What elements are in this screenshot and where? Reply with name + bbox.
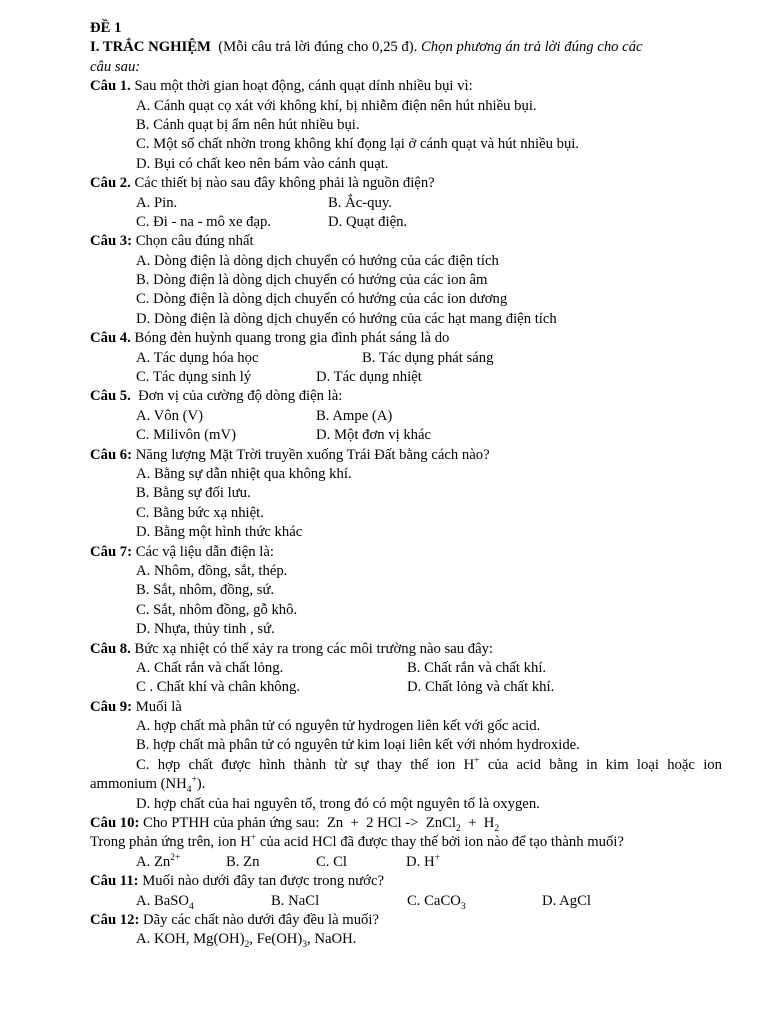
exam-code: ĐỀ 1: [90, 20, 122, 36]
question-11: [90, 872, 722, 891]
q10-option-d: [406, 853, 440, 872]
q5-option-c: C. Milivôn (mV): [136, 427, 236, 444]
q10-sub-1: 2: [456, 823, 461, 834]
q6-option-d: D. Bằng một hình thức khác: [136, 524, 303, 541]
question-10: [90, 814, 722, 833]
q9-c-sup: +: [474, 755, 480, 766]
q9-c2-text: ammonium (NH: [90, 776, 187, 793]
q7-option-b: B. Sắt, nhôm, đồng, sứ.: [136, 582, 275, 599]
section-instruction: Chọn phương án trả lời đúng cho các: [421, 39, 643, 56]
question-label: Câu 10:: [90, 815, 140, 832]
q5-option-b: B. Ampe (A): [316, 407, 393, 424]
q9-c2-sup: +: [191, 775, 197, 786]
q4-option-c: C. Tác dụng sinh lý: [136, 369, 252, 386]
q12-a-sub2: 3: [302, 940, 308, 951]
q3-option-d: D. Dòng điện là dòng dịch chuyển có hướng của các hạt mang điện tích: [136, 310, 557, 327]
q10-sub-2: 2: [494, 823, 500, 834]
question-label: Câu 4.: [90, 330, 131, 347]
q11-option-a: [136, 892, 271, 911]
q5-option-d: D. Một đơn vị khác: [316, 427, 432, 444]
q10-option-c: C. Cl: [316, 853, 348, 870]
q11-a-sub: 4: [189, 901, 194, 912]
q11-option-d: D. AgCl: [542, 892, 591, 909]
q11-c-text: C. CaCO: [407, 892, 461, 909]
question-text-mid: + H: [460, 815, 495, 832]
section-instruction-cont: câu sau:: [90, 58, 141, 75]
q12-a-text: A. KOH, Mg(OH): [136, 931, 245, 948]
question-7: [90, 543, 722, 562]
q4-row-ab: [90, 349, 722, 368]
q9-c2-end: ).: [196, 776, 206, 793]
q4-option-b: B. Tác dụng phát sáng: [362, 349, 494, 366]
q10-options: [90, 853, 722, 872]
question-text: Bóng đèn huỳnh quang trong gia đình phát sáng là do: [134, 330, 450, 347]
question-9: [90, 698, 722, 717]
q11-a-text: A. BaSO: [136, 892, 190, 909]
q1-option-d: D. Bụi có chất keo nên bám vào cánh quạt.: [136, 155, 389, 172]
q4-row-cd: [90, 368, 722, 387]
q4-option-d: D. Tác dụng nhiệt: [316, 369, 422, 386]
question-text: Các vậ liệu dẫn điện là:: [135, 543, 274, 560]
question-text: Bức xạ nhiệt có thể xảy ra trong các môi trường nào sau đây:: [134, 640, 494, 657]
q10-option-b: B. Zn: [226, 853, 260, 870]
q12-a-text3: , NaOH.: [307, 931, 357, 948]
q9-option-b: B. hợp chất mà phân tử có nguyên tử kim loại liên kết với nhóm hydroxide.: [136, 737, 580, 754]
q5-row-ab: [90, 407, 722, 426]
question-text: Chọn câu đúng nhất: [135, 233, 254, 250]
q11-options: [90, 892, 722, 911]
q10-line2-end: của acid HCl đã được thay thế bởi ion nào để tạo thành muối?: [256, 834, 624, 851]
q8-option-b: B. Chất rắn và chất khí.: [407, 659, 547, 676]
q2-option-b: B. Ắc-quy.: [328, 194, 392, 211]
q1-option-a: A. Cánh quạt cọ xát với không khí, bị nhiễm điện nên hút nhiều bụi.: [136, 97, 537, 114]
question-8: [90, 640, 722, 659]
question-label: Câu 12:: [90, 911, 140, 928]
q5-option-a: A. Vôn (V): [136, 407, 204, 424]
exam-page: [90, 19, 722, 950]
q8-row-ab: [90, 659, 722, 678]
question-2: [90, 174, 722, 193]
q11-option-b: B. NaCl: [271, 892, 320, 909]
q2-option-d: D. Quạt điện.: [328, 213, 408, 230]
q9-c2-sub: 4: [186, 785, 192, 796]
question-text: Đơn vị của cường độ dòng điện là:: [138, 388, 343, 405]
q2-option-c: C. Đi - na - mô xe đạp.: [136, 213, 272, 230]
q11-c-sub: 3: [460, 901, 466, 912]
q2-row-cd: [90, 213, 722, 232]
question-label: Câu 5.: [90, 388, 131, 405]
q12-a-text2: , Fe(OH): [249, 931, 303, 948]
question-6: [90, 446, 722, 465]
question-text: Các thiết bị nào sau đây không phải là nguồn điện?: [134, 175, 435, 192]
q9-option-d: D. hợp chất của hai nguyên tố, trong đó có một nguyên tố là oxygen.: [136, 795, 540, 812]
q8-option-d: D. Chất lỏng và chất khí.: [407, 679, 555, 696]
q10-option-a: [136, 853, 226, 872]
question-label: Câu 3:: [90, 233, 133, 250]
q10-line2-sup: +: [250, 833, 257, 844]
q10-d-text: D. H: [406, 853, 435, 870]
question-text: Năng lượng Mặt Trời truyền xuống Trái Đất bằng cách nào?: [135, 446, 490, 463]
q6-option-a: A. Bằng sự dẫn nhiệt qua không khí.: [136, 465, 352, 482]
question-label: Câu 7:: [90, 543, 133, 560]
question-text: Muối nào dưới đây tan được trong nước?: [142, 873, 384, 890]
q9-c-text: C. hợp chất được hình thành từ sự thay thế ion H: [136, 756, 475, 773]
section-title: I. TRẮC NGHIỆM: [90, 39, 211, 56]
q10-line-2: [90, 833, 722, 852]
q7-option-c: C. Sắt, nhôm đồng, gỗ khô.: [136, 601, 298, 618]
question-12: [90, 911, 722, 930]
question-text: Sau một thời gian hoạt động, cánh quạt dính nhiều bụi vì:: [134, 78, 473, 95]
q3-option-b: B. Dòng điện là dòng dịch chuyển có hướng của các ion âm: [136, 272, 488, 289]
q12-option-a: [90, 930, 722, 949]
question-label: Câu 9:: [90, 698, 133, 715]
q2-row-ab: [90, 194, 722, 213]
q10-a-text: A. Zn: [136, 853, 171, 870]
question-label: Câu 2.: [90, 175, 131, 192]
q4-option-a: A. Tác dụng hóa học: [136, 349, 259, 366]
q8-row-cd: [90, 678, 722, 697]
question-3: [90, 232, 722, 251]
q8-option-c: C . Chất khí và chân không.: [136, 679, 300, 696]
q11-option-c: [407, 892, 542, 911]
q10-a-sup: 2+: [170, 852, 181, 863]
q5-row-cd: [90, 426, 722, 445]
q6-option-b: B. Bằng sự đối lưu.: [136, 485, 251, 502]
q10-line2-text: Trong phản ứng trên, ion H: [90, 834, 251, 851]
q6-option-c: C. Bằng bức xạ nhiệt.: [136, 504, 264, 521]
question-label: Câu 6:: [90, 446, 133, 463]
q1-option-c: C. Một số chất nhờn trong không khí đọng lại ở cánh quạt và hút nhiều bụi.: [136, 136, 580, 153]
section-points: (Mỗi câu trả lời đúng cho 0,25 đ).: [218, 39, 418, 56]
question-label: Câu 8.: [90, 640, 131, 657]
question-5: [90, 387, 722, 406]
question-label: Câu 11:: [90, 873, 139, 890]
q1-option-b: B. Cánh quạt bị ẩm nên hút nhiều bụi.: [136, 116, 360, 133]
question-label: Câu 1.: [90, 78, 131, 95]
question-4: [90, 329, 722, 348]
q3-option-a: A. Dòng điện là dòng dịch chuyển có hướng của các điện tích: [136, 252, 499, 269]
q9-option-a: A. hợp chất mà phân tử có nguyên tử hydrogen liên kết với gốc acid.: [136, 718, 541, 735]
question-1: [90, 77, 722, 96]
q2-option-a: A. Pin.: [136, 194, 178, 211]
q10-d-sup: +: [434, 852, 440, 863]
q8-option-a: A. Chất rắn và chất lỏng.: [136, 659, 284, 676]
q9-c-text-end: của acid bằng in kim loại hoặc ion: [479, 756, 722, 773]
q9-option-c-cont: [90, 775, 722, 794]
question-text: Muối là: [135, 698, 182, 715]
q7-option-d: D. Nhựa, thủy tinh , sứ.: [136, 621, 275, 638]
section-heading: [90, 38, 722, 57]
q9-option-c: [90, 756, 722, 775]
q3-option-c: C. Dòng điện là dòng dịch chuyển có hướng của các ion dương: [136, 291, 508, 308]
q12-a-sub1: 2: [244, 940, 250, 951]
question-text: Cho PTHH của phản ứng sau: Zn + 2 HCl -> ZnCl: [143, 815, 456, 832]
question-text: Dãy các chất nào dưới đây đều là muối?: [143, 911, 379, 928]
q7-option-a: A. Nhôm, đồng, sắt, thép.: [136, 562, 288, 579]
